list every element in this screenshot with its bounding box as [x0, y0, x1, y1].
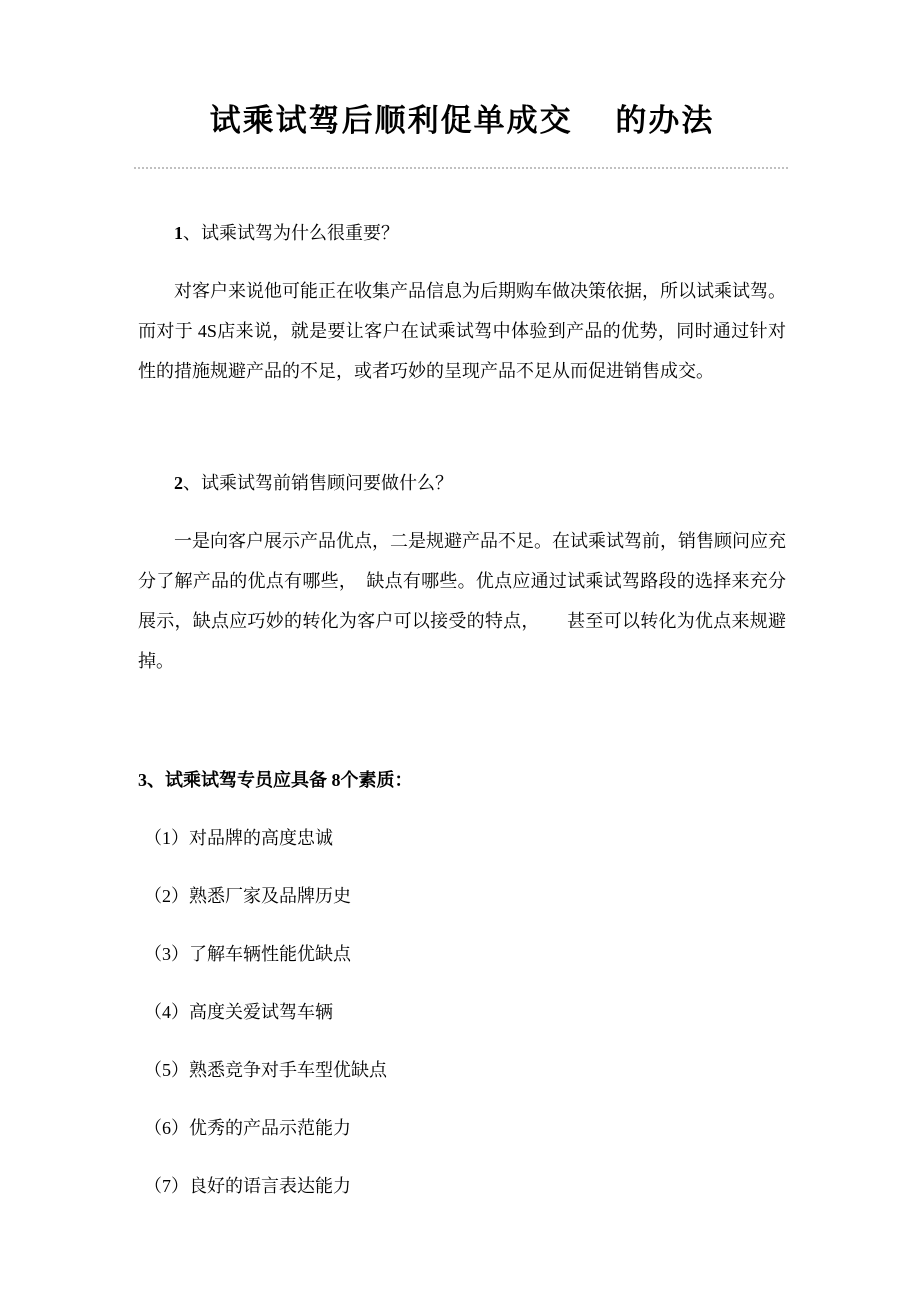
- section-3-heading-suffix: 个素质：: [340, 769, 413, 790]
- section-3-number: 3: [138, 769, 147, 790]
- document-title: 试乘试驾后顺利促单成交 的办法: [209, 103, 715, 138]
- list-item-5: （5）熟悉竞争对手车型优缺点: [144, 1059, 387, 1080]
- list-item-6: （6）优秀的产品示范能力: [144, 1117, 351, 1138]
- title-separator: [134, 167, 788, 169]
- section-2-heading-text: 、试乘试驾前销售顾问要做什么？: [183, 472, 453, 493]
- section-3-heading-text: 、试乘试驾专员应具备: [147, 769, 332, 790]
- section-3-heading: [138, 769, 786, 791]
- section-1-paragraph: 对客户来说他可能正在收集产品信息为后期购车做决策依据，所以试乘试驾。而对于 4S店来说，就是要让客户在试乘试驾中体验到产品的优势，同时通过针对性的措施规避产品的不足，或者巧妙的呈现产品不足从而促进销售成交。: [138, 280, 786, 381]
- section-1-heading-text: 、试乘试驾为什么很重要？: [183, 222, 399, 243]
- list-item-1: （1）对品牌的高度忠诚: [144, 827, 333, 848]
- list-item-2: （2）熟悉厂家及品牌历史: [144, 885, 351, 906]
- section-1-number: 1: [174, 222, 183, 243]
- section-2-heading: [138, 463, 786, 503]
- section-2-number: 2: [174, 472, 183, 493]
- section-1-heading: [138, 213, 786, 253]
- list-item-4: （4）高度关爱试驾车辆: [144, 1001, 333, 1022]
- section-2-paragraph: 一是向客户展示产品优点，二是规避产品不足。在试乘试驾前，销售顾问应充分了解产品的优点有哪些， 缺点有哪些。优点应通过试乘试驾路段的选择来充分展示，缺点应巧妙的转化为客户可以接受的特点， 甚至可以转化为优点来规避掉。: [138, 530, 786, 671]
- list-item-3: （3）了解车辆性能优缺点: [144, 943, 351, 964]
- list-item-7: （7）良好的语言表达能力: [144, 1175, 351, 1196]
- section-3-count-number: 8: [331, 769, 341, 790]
